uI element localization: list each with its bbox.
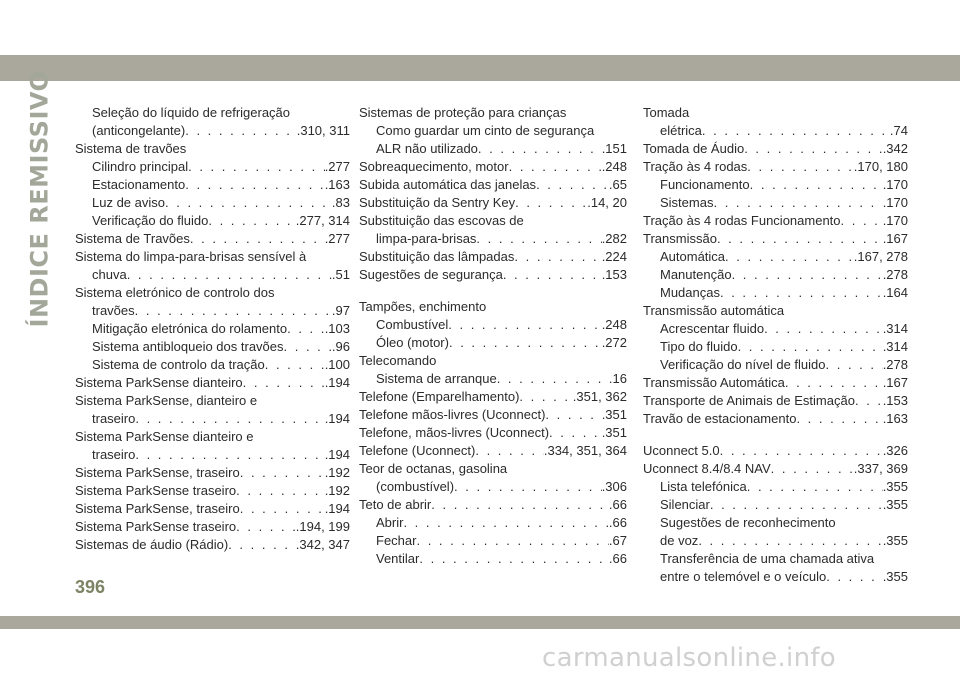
index-subentry	[75, 176, 350, 194]
index-page-ref: .194	[324, 447, 350, 462]
dot-leader	[855, 392, 883, 410]
index-entry-label: Transmissão Automática	[643, 375, 785, 390]
index-subentry	[359, 140, 627, 158]
index-entry-label: Sistema de travões	[75, 141, 187, 156]
index-page-ref: .66	[608, 515, 627, 530]
dot-leader	[702, 122, 890, 140]
index-page-ref: .14, 20	[587, 195, 627, 210]
index-page-ref: .194, 199	[295, 519, 350, 534]
index-page-ref: .16	[608, 371, 627, 386]
index-subentry	[359, 514, 627, 532]
index-page-ref: .272	[601, 335, 627, 350]
index-entry-label: Acrescentar fluido	[660, 321, 765, 336]
index-entry	[359, 176, 627, 194]
index-page-ref: .163	[324, 177, 350, 192]
index-entry-label: Tração às 4 rodas Funcionamento	[643, 213, 841, 228]
index-page-ref: .355	[882, 569, 908, 584]
section-title-vertical	[24, 70, 54, 327]
index-page-ref: .355	[882, 533, 908, 548]
index-subentry	[643, 496, 908, 514]
index-entry	[75, 428, 350, 446]
index-entry-label: Telefone, mãos-livres (Uconnect)	[359, 425, 550, 440]
index-page-ref: .355	[882, 479, 908, 494]
index-entry-label: Sistema ParkSense, traseiro	[75, 501, 240, 516]
index-page-ref: .170	[882, 177, 908, 192]
index-page-ref: .65	[608, 177, 627, 192]
index-entry-label: Tomada de Áudio	[643, 141, 745, 156]
index-page-ref: .153	[882, 393, 908, 408]
index-subentry	[359, 122, 627, 140]
dot-leader	[826, 356, 883, 374]
index-entry-label: ALR não utilizado	[376, 141, 478, 156]
index-entry-label: Sistema ParkSense traseiro	[75, 519, 237, 534]
index-entry	[359, 194, 627, 212]
dot-leader	[236, 518, 296, 536]
index-subentry	[359, 230, 627, 248]
index-entry-label: Funcionamento	[660, 177, 750, 192]
dot-leader	[515, 194, 587, 212]
index-subentry	[359, 532, 627, 550]
index-entry-label: Sistemas de proteção para crianças	[359, 105, 567, 120]
index-entry-label: Sugestões de segurança	[359, 267, 503, 282]
index-entry-label: Óleo (motor)	[376, 335, 449, 350]
index-page-ref: .151	[601, 141, 627, 156]
index-column-2	[359, 104, 627, 568]
index-subentry	[643, 338, 908, 356]
index-entry-label: Sistema ParkSense, dianteiro e	[75, 393, 258, 408]
index-entry	[359, 442, 627, 460]
index-page-ref: .342, 347	[295, 537, 350, 552]
index-entry-label: Substituição das escovas de	[359, 213, 524, 228]
index-page-ref: .164	[882, 285, 908, 300]
index-entry-label: Sistema antibloqueio dos travões	[92, 339, 284, 354]
index-entry-label: Sistemas	[660, 195, 714, 210]
index-entry	[75, 284, 350, 302]
index-entry-label: Como guardar um cinto de segurança	[376, 123, 595, 138]
dot-leader	[717, 230, 883, 248]
index-entry-label: Fechar	[376, 533, 417, 548]
dot-leader	[720, 442, 883, 460]
index-entry-label: Sistema do limpa-para-brisas sensível à	[75, 249, 307, 264]
dot-leader	[240, 500, 325, 518]
index-page-ref: .167	[882, 231, 908, 246]
index-entry	[359, 266, 627, 284]
index-entry-label: Luz de aviso	[92, 195, 165, 210]
index-subentry	[643, 284, 908, 302]
dot-leader	[796, 410, 882, 428]
dot-leader	[135, 410, 324, 428]
index-entry-label: Seleção do líquido de refrigeração	[92, 105, 291, 120]
dot-leader	[536, 176, 609, 194]
dot-leader	[747, 158, 853, 176]
index-entry	[359, 298, 627, 316]
dot-leader	[228, 536, 296, 554]
index-entry	[643, 158, 908, 176]
dot-leader	[190, 230, 325, 248]
dot-leader	[448, 316, 601, 334]
index-subentry	[75, 122, 350, 140]
dot-leader	[240, 464, 325, 482]
index-entry	[75, 248, 350, 266]
dot-leader	[265, 356, 325, 374]
index-subentry	[643, 320, 908, 338]
index-entry-label: entre o telemóvel e o veículo	[660, 569, 827, 584]
index-subentry	[75, 320, 350, 338]
index-subentry	[643, 514, 908, 532]
dot-leader	[165, 194, 332, 212]
index-spacer	[359, 284, 627, 298]
index-page-ref: .51	[331, 267, 350, 282]
index-entry-label: Mudanças	[660, 285, 720, 300]
index-entry-label: Verificação do fluido	[92, 213, 209, 228]
dot-leader	[135, 302, 332, 320]
index-entry	[359, 104, 627, 122]
index-entry-label: Transporte de Animais de Estimação	[643, 393, 855, 408]
dot-leader	[127, 266, 332, 284]
section-title-text: ÍNDICE REMISSIVO	[25, 70, 53, 327]
index-entry-label: Mitigação eletrónica do rolamento	[92, 321, 288, 336]
index-subentry	[75, 194, 350, 212]
index-entry-label: traseiro	[92, 411, 136, 426]
index-subentry	[643, 176, 908, 194]
index-entry	[643, 374, 908, 392]
dot-leader	[497, 370, 609, 388]
index-entry	[75, 518, 350, 536]
dot-leader	[403, 514, 608, 532]
dot-leader	[514, 248, 601, 266]
index-entry	[643, 442, 908, 460]
dot-leader	[185, 176, 324, 194]
dot-leader	[545, 406, 601, 424]
index-subentry	[643, 356, 908, 374]
dot-leader	[478, 140, 602, 158]
index-page-ref: .278	[882, 357, 908, 372]
index-entry	[359, 460, 627, 478]
index-entry-label: Combustível	[376, 317, 449, 332]
index-entry-label: Substituição das lâmpadas	[359, 249, 515, 264]
index-page-ref: .170	[882, 213, 908, 228]
index-page-ref: .67	[608, 533, 627, 548]
index-entry-label: Sistema ParkSense dianteiro	[75, 375, 243, 390]
dot-leader	[135, 446, 324, 464]
index-entry	[359, 406, 627, 424]
index-entry	[643, 302, 908, 320]
index-subentry	[643, 532, 908, 550]
index-entry	[359, 496, 627, 514]
index-entry	[643, 104, 908, 122]
index-page-ref: .314	[882, 339, 908, 354]
index-entry-label: Uconnect 8.4/8.4 NAV	[643, 461, 771, 476]
index-page-ref: .66	[608, 551, 627, 566]
index-page-ref: .334, 351, 364	[543, 443, 627, 458]
index-subentry	[359, 370, 627, 388]
index-entry-label: Sistema ParkSense, traseiro	[75, 465, 240, 480]
index-subentry	[359, 316, 627, 334]
index-entry-label: Tração às 4 rodas	[643, 159, 748, 174]
index-entry	[643, 212, 908, 230]
footer-bar	[0, 616, 960, 629]
dot-leader	[725, 248, 854, 266]
index-entry-label: Transmissão automática	[643, 303, 785, 318]
dot-leader	[519, 388, 572, 406]
index-entry-label: Telecomando	[359, 353, 437, 368]
dot-leader	[185, 122, 297, 140]
index-page-ref: .74	[889, 123, 908, 138]
index-subentry	[75, 446, 350, 464]
dot-leader	[236, 482, 325, 500]
index-entry	[643, 230, 908, 248]
dot-leader	[732, 266, 883, 284]
index-page-ref: .194	[324, 501, 350, 516]
dot-leader	[764, 320, 883, 338]
index-entry-label: Subida automática das janelas	[359, 177, 537, 192]
index-entry-label: Sugestões de reconhecimento	[660, 515, 836, 530]
dot-leader	[747, 478, 883, 496]
index-page-ref: .277	[324, 231, 350, 246]
index-entry	[359, 212, 627, 230]
index-entry-label: Substituição da Sentry Key	[359, 195, 516, 210]
index-page-ref: .351	[601, 407, 627, 422]
index-entry-label: Tomada	[643, 105, 690, 120]
dot-leader	[208, 212, 295, 230]
index-entry-label: Tipo do fluido	[660, 339, 738, 354]
index-column-1	[75, 104, 350, 554]
index-entry	[75, 500, 350, 518]
index-subentry	[75, 104, 350, 122]
dot-leader	[698, 532, 882, 550]
dot-leader	[454, 478, 602, 496]
dot-leader	[476, 230, 601, 248]
index-subentry	[643, 266, 908, 284]
dot-leader	[841, 212, 883, 230]
index-page-ref: .277, 314	[295, 213, 350, 228]
index-subentry	[643, 122, 908, 140]
index-entry-label: Abrir	[376, 515, 404, 530]
index-entry-label: travões	[92, 303, 135, 318]
index-entry	[75, 140, 350, 158]
index-entry-label: Sistema ParkSense traseiro	[75, 483, 237, 498]
index-subentry	[359, 334, 627, 352]
index-entry	[643, 460, 908, 478]
dot-leader	[287, 320, 325, 338]
index-subentry	[643, 550, 908, 568]
index-subentry	[643, 568, 908, 586]
index-entry-label: Sistemas de áudio (Rádio)	[75, 537, 229, 552]
dot-leader	[744, 140, 883, 158]
index-page-ref: .277	[324, 159, 350, 174]
index-page-ref: .194	[324, 411, 350, 426]
index-page-ref: .194	[324, 375, 350, 390]
index-page-ref: .248	[601, 159, 627, 174]
index-page-ref: .96	[331, 339, 350, 354]
index-page-ref: .170	[882, 195, 908, 210]
index-subentry	[75, 212, 350, 230]
index-page-ref: .224	[601, 249, 627, 264]
index-entry-label: Teto de abrir	[359, 497, 432, 512]
index-entry-label: Travão de estacionamento	[643, 411, 797, 426]
index-page-ref: .83	[331, 195, 350, 210]
dot-leader	[713, 194, 882, 212]
index-entry	[643, 410, 908, 428]
index-subentry	[643, 194, 908, 212]
index-page-ref: .351	[601, 425, 627, 440]
index-entry-label: Manutenção	[660, 267, 732, 282]
index-spacer	[643, 428, 908, 442]
dot-leader	[826, 568, 882, 586]
dot-leader	[750, 176, 883, 194]
index-page-ref: .355	[882, 497, 908, 512]
index-entry	[359, 158, 627, 176]
index-entry-label: Telefone (Uconnect)	[359, 443, 476, 458]
index-subentry	[643, 478, 908, 496]
index-entry-label: Ventilar	[376, 551, 420, 566]
index-entry-label: traseiro	[92, 447, 136, 462]
index-page-ref: .167	[882, 375, 908, 390]
index-entry	[643, 140, 908, 158]
index-page-ref: .163	[882, 411, 908, 426]
index-page-ref: .100	[324, 357, 350, 372]
index-entry	[75, 374, 350, 392]
dot-leader	[243, 374, 325, 392]
index-entry-label: Telefone mãos-livres (Uconnect)	[359, 407, 546, 422]
index-entry-label: Sobreaquecimento, motor	[359, 159, 509, 174]
index-entry	[75, 230, 350, 248]
index-subentry	[75, 410, 350, 428]
index-entry-label: Sistema de Travões	[75, 231, 190, 246]
index-entry-label: Tampões, enchimento	[359, 299, 487, 314]
dot-leader	[284, 338, 332, 356]
dot-leader	[771, 460, 854, 478]
index-column-3	[643, 104, 908, 586]
index-entry	[359, 248, 627, 266]
index-entry-label: Teor de octanas, gasolina	[359, 461, 508, 476]
index-subentry	[359, 478, 627, 496]
index-subentry	[359, 550, 627, 568]
dot-leader	[503, 266, 602, 284]
index-page-ref: .66	[608, 497, 627, 512]
header-bar	[0, 55, 960, 81]
index-page-ref: .351, 362	[572, 389, 627, 404]
index-subentry	[75, 158, 350, 176]
index-subentry	[75, 338, 350, 356]
index-page-ref: .167, 278	[853, 249, 908, 264]
index-entry-label: (anticongelante)	[92, 123, 186, 138]
index-entry	[75, 482, 350, 500]
dot-leader	[188, 158, 325, 176]
dot-leader	[549, 424, 602, 442]
index-entry-label: Uconnect 5.0	[643, 443, 720, 458]
index-page-ref: .282	[601, 231, 627, 246]
index-entry-label: Automática	[660, 249, 726, 264]
dot-leader	[509, 158, 602, 176]
dot-leader	[416, 532, 608, 550]
watermark: carmanualsonline.info	[542, 643, 837, 673]
index-entry	[359, 388, 627, 406]
dot-leader	[720, 284, 883, 302]
index-page-ref: .326	[882, 443, 908, 458]
index-entry-label: Estacionamento	[92, 177, 186, 192]
index-entry-label: Transferência de uma chamada ativa	[660, 551, 875, 566]
dot-leader	[738, 338, 883, 356]
index-entry	[75, 536, 350, 554]
index-entry-label: elétrica	[660, 123, 702, 138]
index-page-ref: .314	[882, 321, 908, 336]
index-entry-label: Verificação do nível de fluido	[660, 357, 826, 372]
index-page-ref: .278	[882, 267, 908, 282]
dot-leader	[785, 374, 883, 392]
index-entry-label: Silenciar	[660, 497, 710, 512]
dot-leader	[475, 442, 544, 460]
index-page-ref: .310, 311	[296, 123, 350, 138]
index-entry-label: chuva	[92, 267, 127, 282]
dot-leader	[419, 550, 609, 568]
index-entry	[75, 392, 350, 410]
index-entry-label: (combustível)	[376, 479, 455, 494]
index-entry-label: Sistema ParkSense dianteiro e	[75, 429, 254, 444]
index-subentry	[643, 248, 908, 266]
dot-leader	[449, 334, 602, 352]
index-page-ref: .306	[601, 479, 627, 494]
index-entry-label: Sistema de controlo da tração	[92, 357, 265, 372]
index-entry	[359, 352, 627, 370]
index-entry-label: Sistema de arranque	[376, 371, 497, 386]
index-page-ref: .153	[601, 267, 627, 282]
index-page-ref: .103	[324, 321, 350, 336]
index-entry-label: limpa-para-brisas	[376, 231, 477, 246]
index-page-ref: .192	[324, 483, 350, 498]
dot-leader	[710, 496, 883, 514]
index-entry-label: Transmissão	[643, 231, 717, 246]
index-page-ref: .248	[601, 317, 627, 332]
index-entry-label: Telefone (Emparelhamento)	[359, 389, 520, 404]
index-entry-label: Sistema eletrónico de controlo dos	[75, 285, 275, 300]
index-subentry	[75, 266, 350, 284]
index-page-ref: .337, 369	[853, 461, 908, 476]
index-subentry	[75, 356, 350, 374]
index-entry-label: de voz	[660, 533, 699, 548]
index-entry	[359, 424, 627, 442]
index-page-ref: .170, 180	[853, 159, 908, 174]
index-page-ref: .342	[882, 141, 908, 156]
index-page-ref: .192	[324, 465, 350, 480]
index-entry-label: Lista telefónica	[660, 479, 747, 494]
index-subentry	[75, 302, 350, 320]
index-page-ref: .97	[331, 303, 350, 318]
index-entry	[643, 392, 908, 410]
dot-leader	[431, 496, 609, 514]
page-number: 396	[75, 577, 106, 597]
index-entry	[75, 464, 350, 482]
index-entry-label: Cilindro principal	[92, 159, 189, 174]
